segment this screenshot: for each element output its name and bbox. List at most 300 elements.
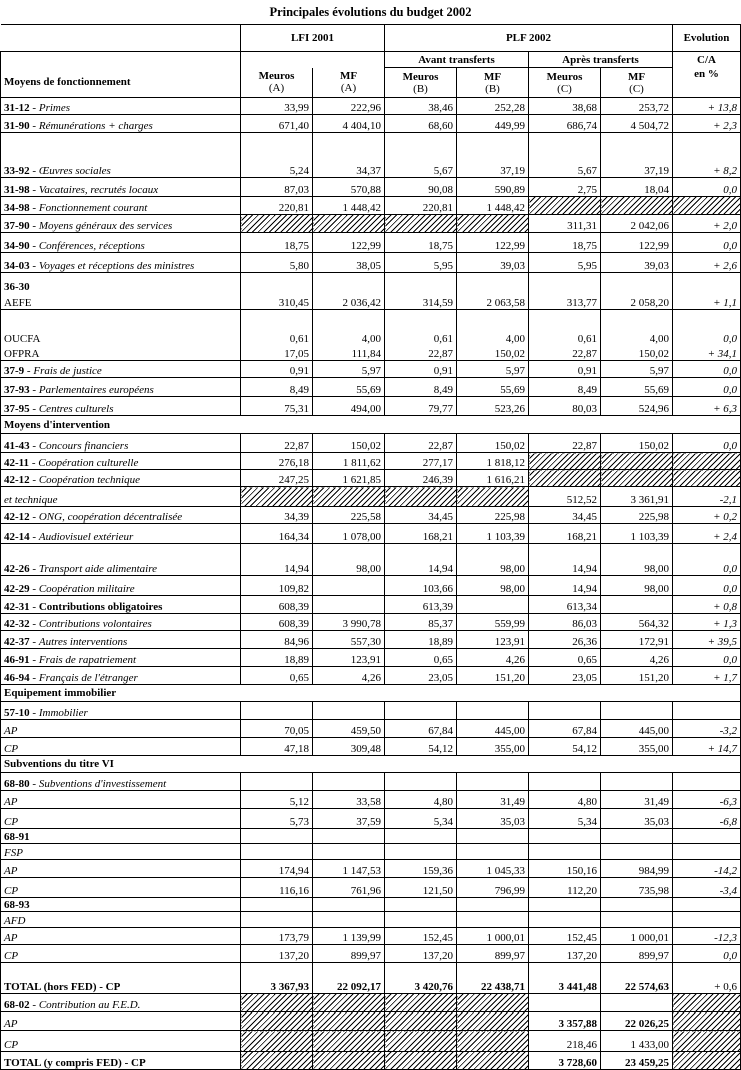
value-cell: 5,80	[241, 253, 313, 273]
unit-cell	[241, 68, 313, 98]
row-code: 42-11	[4, 457, 30, 469]
hatched-cell	[313, 1031, 385, 1052]
header-lfi-sub	[241, 52, 385, 68]
table-row	[1, 487, 741, 507]
header-avant: Avant transferts	[385, 52, 529, 68]
evolution-cell: + 2,6	[673, 253, 741, 273]
row-text: Coopération militaire	[38, 583, 135, 595]
value-cell: 761,96	[313, 878, 385, 898]
value-cell: 122,99	[313, 233, 385, 253]
value-cell: 984,99	[601, 860, 673, 878]
value-cell	[457, 912, 529, 928]
evolution-cell: + 1,7	[673, 667, 741, 685]
table-row	[1, 631, 741, 649]
value-cell: 151,20	[601, 667, 673, 685]
row-label: 68-02 - Contribution au F.E.D.	[1, 994, 241, 1012]
value-cell: 18,75	[385, 233, 457, 253]
table-row	[1, 614, 741, 631]
value-cell: 355,00	[601, 738, 673, 756]
value-cell: 1 103,39	[601, 524, 673, 544]
value-cell	[313, 576, 385, 596]
value-cell: 17,05	[241, 345, 313, 361]
value-cell: 3 441,48	[529, 963, 601, 994]
row-label: 42-11 - Coopération culturelle	[1, 453, 241, 470]
value-cell: 55,69	[313, 378, 385, 397]
row-text: Contributions volontaires	[38, 618, 152, 630]
row-label	[1, 1012, 241, 1031]
table-row	[1, 720, 741, 738]
header-lfi: LFI 2001	[241, 25, 385, 52]
value-cell: 225,58	[313, 507, 385, 524]
value-cell: 445,00	[601, 720, 673, 738]
value-cell: 2 063,58	[457, 273, 529, 310]
hatched-cell	[313, 1012, 385, 1031]
row-label: 46-91 - Frais de rapatriement	[1, 649, 241, 667]
value-cell: 5,34	[529, 809, 601, 829]
value-cell: 5,67	[385, 133, 457, 178]
row-label: 42-37 - Autres interventions	[1, 631, 241, 649]
value-cell: 4,26	[313, 667, 385, 685]
value-cell: 512,52	[529, 487, 601, 507]
value-cell: 247,25	[241, 470, 313, 487]
value-cell: 899,97	[601, 945, 673, 963]
unit-tag: (C)	[629, 82, 644, 95]
value-cell: 494,00	[313, 397, 385, 416]
value-cell: 33,58	[313, 791, 385, 809]
row-text: OUCFA	[4, 332, 41, 345]
value-cell: 150,16	[529, 860, 601, 878]
value-cell: 559,99	[457, 614, 529, 631]
value-cell: 22,87	[241, 434, 313, 453]
section-title: Moyens d'intervention	[1, 416, 741, 434]
value-cell: 3 367,93	[241, 963, 313, 994]
value-cell: 164,34	[241, 524, 313, 544]
value-cell: 18,89	[385, 631, 457, 649]
hatched-cell	[313, 1052, 385, 1070]
table-row	[1, 791, 741, 809]
evolution-cell: 0,0	[673, 649, 741, 667]
row-label	[1, 928, 241, 945]
value-cell: 75,31	[241, 397, 313, 416]
evolution-cell: 0,0	[673, 434, 741, 453]
value-cell: 137,20	[241, 945, 313, 963]
row-code: 42-14	[4, 531, 30, 543]
evolution-cell: -3,4	[673, 878, 741, 898]
row-text: Audiovisuel extérieur	[38, 531, 134, 543]
value-cell: 173,79	[241, 928, 313, 945]
value-cell: 686,74	[529, 115, 601, 133]
evolution-cell: 0,0	[673, 576, 741, 596]
value-cell: 218,46	[529, 1031, 601, 1052]
value-cell: 608,39	[241, 614, 313, 631]
total-row	[1, 1052, 741, 1070]
evolution-cell	[673, 844, 741, 860]
section-row	[1, 756, 741, 773]
value-cell: 98,00	[601, 544, 673, 576]
section-title: Equipement immobilier	[1, 685, 741, 702]
unit-cell	[385, 68, 457, 98]
row-label: 42-32 - Contributions volontaires	[1, 614, 241, 631]
value-cell: 4,26	[601, 649, 673, 667]
row-text: AFD	[4, 915, 26, 927]
row-label	[1, 898, 241, 912]
row-text: FSP	[4, 847, 23, 859]
row-label: 42-26 - Transport aide alimentaire	[1, 544, 241, 576]
value-cell: 899,97	[457, 945, 529, 963]
row-code: 37-9	[4, 365, 25, 377]
value-cell: 37,19	[457, 133, 529, 178]
value-cell: 38,46	[385, 98, 457, 115]
value-cell: 4,00	[601, 310, 673, 345]
hatched-cell	[673, 1012, 741, 1031]
value-cell: 67,84	[529, 720, 601, 738]
evolution-cell	[673, 898, 741, 912]
row-text: Coopération culturelle	[38, 457, 139, 469]
evolution-cell: + 0,2	[673, 507, 741, 524]
row-code: 42-37	[4, 636, 30, 648]
row-text: Voyages et réceptions des ministres	[38, 260, 195, 272]
value-cell: 5,24	[241, 133, 313, 178]
value-cell	[313, 829, 385, 844]
value-cell	[457, 844, 529, 860]
evolution-cell: + 0,8	[673, 596, 741, 614]
evolution-cell: -6,3	[673, 791, 741, 809]
row-text: Français de l'étranger	[38, 672, 138, 684]
row-code: 42-31	[4, 601, 30, 613]
hatched-cell	[313, 994, 385, 1012]
section-row	[1, 685, 741, 702]
hatched-cell	[673, 994, 741, 1012]
value-cell: 98,00	[457, 544, 529, 576]
value-cell: 220,81	[385, 197, 457, 215]
hatched-cell	[529, 197, 601, 215]
value-cell: 1 147,53	[313, 860, 385, 878]
row-text: Centres culturels	[38, 403, 114, 415]
evolution-cell: + 39,5	[673, 631, 741, 649]
header-blank-2	[1, 52, 241, 68]
row-label	[1, 878, 241, 898]
row-code: 31-12	[4, 102, 30, 114]
value-cell: 22 574,63	[601, 963, 673, 994]
unit-cell	[601, 68, 673, 98]
value-cell	[241, 773, 313, 791]
value-cell: 310,45	[241, 273, 313, 310]
row-text: CP	[4, 743, 19, 755]
table-row	[1, 576, 741, 596]
value-cell: 1 811,62	[313, 453, 385, 470]
table-row	[1, 667, 741, 685]
row-code: 42-32	[4, 618, 30, 630]
value-cell: 4,80	[385, 791, 457, 809]
value-cell: 168,21	[529, 524, 601, 544]
table-row	[1, 233, 741, 253]
value-cell: 33,99	[241, 98, 313, 115]
hatched-cell	[601, 470, 673, 487]
hatched-cell	[673, 470, 741, 487]
value-cell: 80,03	[529, 397, 601, 416]
row-label	[1, 1031, 241, 1052]
value-cell: 8,49	[385, 378, 457, 397]
row-code: 41-43	[4, 440, 30, 452]
unit-tag: (C)	[557, 82, 572, 95]
row-label	[1, 487, 241, 507]
value-cell: 0,61	[529, 310, 601, 345]
value-cell: 22,87	[529, 434, 601, 453]
value-cell	[601, 994, 673, 1012]
value-cell	[241, 912, 313, 928]
table-row	[1, 544, 741, 576]
value-cell: 18,89	[241, 649, 313, 667]
evolution-cell: + 1,3	[673, 614, 741, 631]
value-cell: 4,00	[313, 310, 385, 345]
hatched-cell	[241, 487, 313, 507]
table-row	[1, 945, 741, 963]
row-text: Transport aide alimentaire	[38, 563, 157, 575]
header-apres: Après transferts	[529, 52, 673, 68]
evolution-cell: 0,0	[673, 361, 741, 378]
row-code: 34-03	[4, 260, 30, 272]
value-cell: 2 036,42	[313, 273, 385, 310]
row-label	[1, 791, 241, 809]
row-text: OFPRA	[4, 348, 40, 360]
value-cell	[241, 829, 313, 844]
row-text: Frais de rapatriement	[38, 654, 137, 666]
row-text: Contributions obligatoires	[38, 601, 163, 613]
table-row	[1, 133, 741, 178]
value-cell: 459,50	[313, 720, 385, 738]
hatched-cell	[385, 994, 457, 1012]
value-cell: 311,31	[529, 215, 601, 233]
row-label: 33-92 - Œuvres sociales	[1, 133, 241, 178]
value-cell: 5,95	[529, 253, 601, 273]
evolution-cell	[673, 702, 741, 720]
value-cell: 18,75	[241, 233, 313, 253]
row-label: 31-90 - Rémunérations + charges	[1, 115, 241, 133]
value-cell: 613,39	[385, 596, 457, 614]
table-row	[1, 507, 741, 524]
hatched-cell	[385, 487, 457, 507]
value-cell: 150,02	[457, 345, 529, 361]
row-label: 46-94 - Français de l'étranger	[1, 667, 241, 685]
section-title: Subventions du titre VI	[1, 756, 741, 773]
evolution-cell: + 14,7	[673, 738, 741, 756]
value-cell	[529, 994, 601, 1012]
value-cell	[241, 702, 313, 720]
value-cell: 1 078,00	[313, 524, 385, 544]
table-row	[1, 1012, 741, 1031]
row-code: 42-12	[4, 474, 30, 486]
value-cell	[529, 773, 601, 791]
table-row	[1, 98, 741, 115]
hatched-cell	[529, 453, 601, 470]
unit-tag: (B)	[413, 82, 428, 95]
value-cell: 0,91	[385, 361, 457, 378]
value-cell: 1 448,42	[313, 197, 385, 215]
hatched-cell	[385, 1012, 457, 1031]
hatched-cell	[313, 487, 385, 507]
value-cell: 1 448,42	[457, 197, 529, 215]
value-cell	[385, 898, 457, 912]
evolution-cell: + 8,2	[673, 133, 741, 178]
value-cell: 220,81	[241, 197, 313, 215]
value-cell: 14,94	[529, 576, 601, 596]
value-cell: 225,98	[457, 507, 529, 524]
row-text: ONG, coopération décentralisée	[38, 511, 183, 523]
value-cell: 4,26	[457, 649, 529, 667]
table-row	[1, 310, 741, 345]
evolution-cell: + 0,6	[673, 963, 741, 994]
value-cell	[457, 702, 529, 720]
value-cell: 14,94	[385, 544, 457, 576]
value-cell: 22 092,17	[313, 963, 385, 994]
value-cell	[313, 702, 385, 720]
value-cell: 34,45	[529, 507, 601, 524]
value-cell	[601, 702, 673, 720]
row-text: Frais de justice	[33, 365, 102, 377]
unit-label: MF	[483, 70, 502, 83]
evolution-cell: + 2,4	[673, 524, 741, 544]
section-row	[1, 416, 741, 434]
table-row	[1, 453, 741, 470]
row-text: CP	[4, 950, 19, 962]
value-cell: 38,68	[529, 98, 601, 115]
row-text: Fonctionnement courant	[38, 202, 148, 214]
value-cell: 159,36	[385, 860, 457, 878]
value-cell: 445,00	[457, 720, 529, 738]
table-row	[1, 878, 741, 898]
hatched-cell	[241, 1031, 313, 1052]
value-cell: 112,20	[529, 878, 601, 898]
value-cell: 137,20	[385, 945, 457, 963]
value-cell: 103,66	[385, 576, 457, 596]
value-cell: 98,00	[601, 576, 673, 596]
row-code: 68-80	[4, 778, 30, 790]
evolution-cell: + 2,0	[673, 215, 741, 233]
value-cell: 151,20	[457, 667, 529, 685]
value-cell: 564,32	[601, 614, 673, 631]
value-cell	[601, 596, 673, 614]
value-cell: 3 728,60	[529, 1052, 601, 1070]
value-cell: 355,00	[457, 738, 529, 756]
header-ca: C/A	[673, 52, 741, 68]
value-cell: 4 504,72	[601, 115, 673, 133]
header-plf: PLF 2002	[385, 25, 673, 52]
row-label	[1, 844, 241, 860]
row-label: 42-29 - Coopération militaire	[1, 576, 241, 596]
value-cell: 31,49	[601, 791, 673, 809]
evolution-cell: + 34,1	[673, 345, 741, 361]
value-cell: 735,98	[601, 878, 673, 898]
row-label: 68-80 - Subventions d'investissement	[1, 773, 241, 791]
value-cell: 22,87	[529, 345, 601, 361]
value-cell: 252,28	[457, 98, 529, 115]
value-cell	[601, 844, 673, 860]
value-cell: 34,37	[313, 133, 385, 178]
value-cell: 150,02	[601, 434, 673, 453]
value-cell: 3 361,91	[601, 487, 673, 507]
row-label	[1, 720, 241, 738]
value-cell: 122,99	[601, 233, 673, 253]
row-label	[1, 345, 241, 361]
value-cell: 34,45	[385, 507, 457, 524]
row-label: 41-43 - Concours financiers	[1, 434, 241, 453]
row-label: 37-9 - Frais de justice	[1, 361, 241, 378]
table-row	[1, 829, 741, 844]
row-code: 42-12	[4, 511, 30, 523]
budget-table	[0, 24, 741, 1070]
value-cell: 150,02	[457, 434, 529, 453]
value-cell: 14,94	[241, 544, 313, 576]
row-code: 37-90	[4, 220, 30, 232]
table-row	[1, 649, 741, 667]
table-row	[1, 178, 741, 197]
row-code: 42-29	[4, 583, 30, 595]
value-cell: 225,98	[601, 507, 673, 524]
value-cell: 54,12	[385, 738, 457, 756]
row-text: Immobilier	[38, 707, 88, 719]
row-text: Autres interventions	[38, 636, 128, 648]
hatched-cell	[457, 487, 529, 507]
evolution-cell: + 1,1	[673, 273, 741, 310]
value-cell: 150,02	[601, 345, 673, 361]
value-cell: 0,61	[385, 310, 457, 345]
hatched-cell	[457, 1031, 529, 1052]
value-cell	[529, 844, 601, 860]
value-cell: 18,04	[601, 178, 673, 197]
table-row	[1, 253, 741, 273]
value-cell: 26,36	[529, 631, 601, 649]
value-cell: 67,84	[385, 720, 457, 738]
unit-label: MF	[627, 70, 646, 83]
row-text: CP	[4, 885, 19, 897]
value-cell: 22 438,71	[457, 963, 529, 994]
value-cell: 68,60	[385, 115, 457, 133]
row-text: TOTAL (y compris FED) - CP	[4, 1057, 146, 1069]
value-cell: 671,40	[241, 115, 313, 133]
hatched-cell	[673, 1052, 741, 1070]
value-cell: 1 000,01	[457, 928, 529, 945]
row-label: 34-98 - Fonctionnement courant	[1, 197, 241, 215]
hatched-cell	[601, 453, 673, 470]
value-cell: 8,49	[529, 378, 601, 397]
hatched-cell	[457, 994, 529, 1012]
value-cell	[601, 898, 673, 912]
table-row	[1, 470, 741, 487]
value-cell: 152,45	[529, 928, 601, 945]
value-cell: 35,03	[457, 809, 529, 829]
hatched-cell	[673, 197, 741, 215]
row-label: 57-10 - Immobilier	[1, 702, 241, 720]
value-cell: 309,48	[313, 738, 385, 756]
evolution-cell	[673, 773, 741, 791]
unit-label: MF	[339, 70, 358, 83]
row-text: AP	[4, 725, 18, 737]
value-cell: 5,97	[601, 361, 673, 378]
row-text: Conférences, réceptions	[38, 240, 145, 252]
value-cell: 39,03	[457, 253, 529, 273]
table-row	[1, 844, 741, 860]
row-label: 42-14 - Audiovisuel extérieur	[1, 524, 241, 544]
row-label	[1, 310, 241, 345]
unit-cell	[313, 68, 385, 98]
evolution-cell: 0,0	[673, 233, 741, 253]
row-code: 68-91	[4, 831, 30, 843]
value-cell: 168,21	[385, 524, 457, 544]
row-text: CP	[4, 816, 19, 828]
row-label: 37-95 - Centres culturels	[1, 397, 241, 416]
value-cell	[313, 596, 385, 614]
row-code: 31-90	[4, 120, 30, 132]
